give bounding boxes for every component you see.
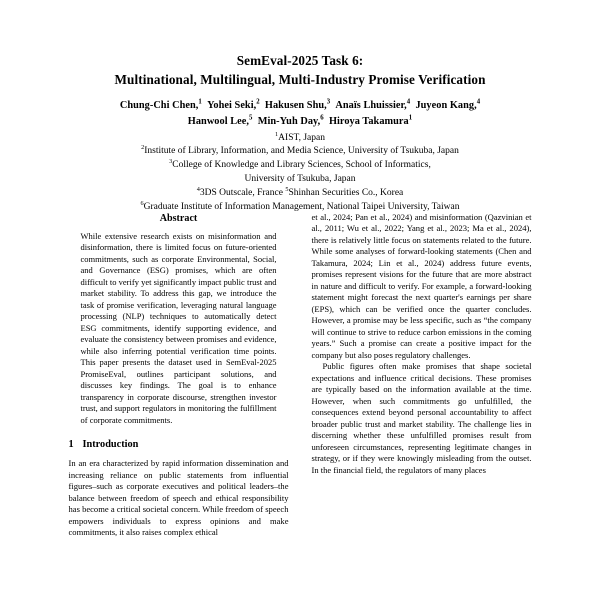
author-row-1 [30,98,570,113]
author-name: Chung-Chi Chen, [119,100,199,112]
author-affiliation-marker: 4 [476,99,481,107]
page-title [40,52,560,89]
author-name: Hanwool Lee, [187,115,250,127]
right-column [312,212,532,539]
author-affiliation-marker: 1 [408,114,413,122]
author-affiliation-marker: 5 [249,114,253,122]
affiliation-text: AIST, Japan [278,132,325,143]
affiliation-line [20,187,580,201]
title-block [0,0,600,215]
affiliation-marker: 2 [141,144,145,152]
left-column [69,212,289,539]
affiliation-text: College of Knowledge and Library Sciences, School of Informatics, [172,160,431,171]
affiliation-list [20,132,580,216]
abstract-heading: Abstract [159,213,198,224]
right-paragraph-continued: et al., 2024; Pan et al., 2024) and misinformation (Qazvinian et al., 2011; Wu et al., 2022; Yang et al., 2023; Ma et al., 2024), there is relatively little focus on statements related to the future. While some analyses of forward-looking statements (Chen and Takamura, 2024; Lin et al., 2024) address future events, promises represent visions for the future that are more abstract in nature and difficult to verify. For example, a forward-looking statement might forecast the next quarter's earnings per share (EPS), which can be verified once the quarter concludes. However, a promise may be less specific, such as “the company will continue to strive to reduce carbon emissions in the coming years.” Such a promise can create a positive impact for the company but also poses regulatory challenges. [311,212,532,360]
affiliation-line [20,159,580,173]
affiliation-text: University of Tsukuba, Japan [244,174,356,185]
author-name: Juyeon Kang, [415,100,477,112]
affiliation-marker: 6 [140,200,144,208]
author-name: Hiroya Takamura [328,115,409,127]
affiliation-text: Graduate Institute of Information Management, National Taipei University, Taiwan [143,202,460,213]
section-heading-introduction [69,438,289,452]
author-row-2 [30,114,570,129]
author-affiliation-marker: 2 [256,99,260,107]
title-line-1: SemEval-2025 Task 6: [236,53,364,68]
author-list [30,98,570,128]
affiliation-text: 3DS Outscale, France [199,188,286,199]
two-column-body [0,212,600,539]
author-name: Hakusen Shu, [264,100,327,112]
affiliation-text: Shinhan Securities Co., Korea [288,188,404,199]
affiliation-line [20,132,580,146]
author-affiliation-marker: 1 [198,99,202,107]
affiliation-marker: 4 [196,186,200,194]
section-number: 1 [68,439,74,451]
author-name: Anaïs Lhuissier, [335,100,407,112]
abstract-text: While extensive research exists on misinformation and disinformation, there is limited focus on future-oriented commitments, such as corporate Environmental, Social, and Governance (ESG) promises, which are often difficult to verify yet significantly impact public trust and market stability. To address this gap, we introduce the task of promise verification, leveraging natural language processing (NLP) techniques to automatically detect ESG commitments, identify supporting evidence, and evaluate the consistency between promises and evidence, while also inferring potential verification time points. This paper presents the dataset used in SemEval-2025 PromiseEval, outlines participant solutions, and discusses key findings. The goal is to enhance transparency in corporate discourse, strengthen investor trust, and support regulators in monitoring the fulfillment of corporate commitments. [80,230,277,425]
right-paragraph-2: Public figures often make promises that shape societal expectations and influence critical decisions. These promises are typically based on the information available at the time. However, when such commitments go unfulfilled, the consequences extend beyond personal accountability to affect broader public trust and market stability. The challenge lies in discerning whether these unfulfilled promises result from unforeseen circumstances, representing legitimate changes in strategy, or if they were knowingly misleading from the outset. In the financial field, the regulators of many places [311,361,532,475]
affiliation-line [20,173,580,187]
affiliation-line [20,145,580,159]
affiliation-marker: 1 [275,130,279,138]
intro-paragraph-1: In an era characterized by rapid information dissemination and increasing reliance on public statements from influential figures–such as corporate executives and political leaders–the balance between freedom of speech and ethical responsibility has become a critical societal concern. While freedom of speech empowers individuals to express opinions and make commitments, it also raises complex ethical [68,458,289,538]
author-affiliation-marker: 6 [320,114,324,122]
affiliation-text: Institute of Library, Information, and Media Science, University of Tsukuba, Japan [144,146,459,157]
author-name: Min-Yuh Day, [257,115,321,127]
section-title: Introduction [82,439,139,451]
affiliation-marker: 3 [169,158,173,166]
author-name: Yohei Seki, [207,100,257,112]
affiliation-marker: 5 [285,186,289,194]
abstract-body [81,231,277,427]
author-affiliation-marker: 4 [406,99,411,107]
author-affiliation-marker: 3 [326,99,331,107]
title-line-2: Multinational, Multilingual, Multi-Industry Promise Verification [114,71,486,87]
